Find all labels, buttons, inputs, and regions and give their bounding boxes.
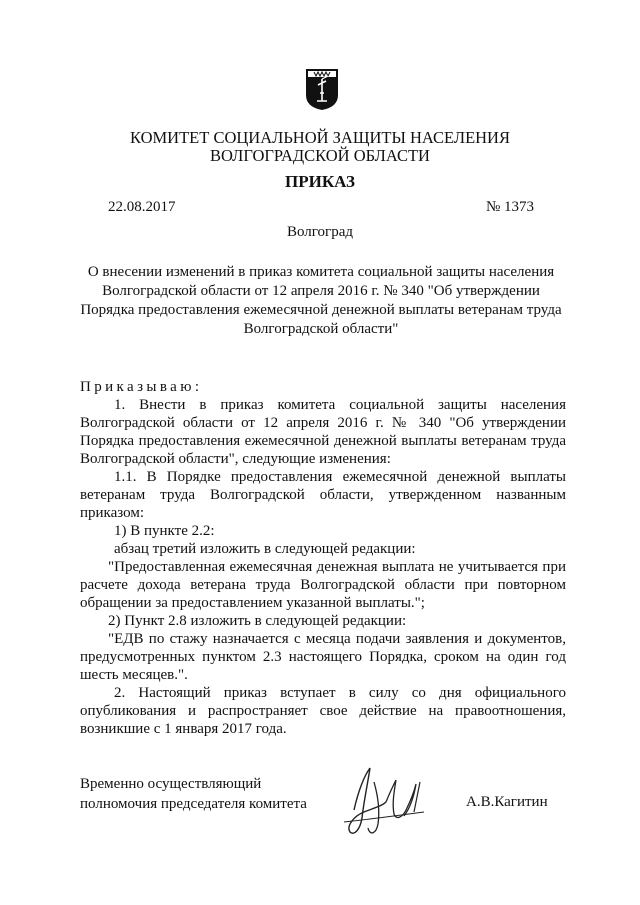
document-number: № 1373	[486, 199, 535, 215]
quote-2-line: предусмотренных пунктом 2.3 настоящего Порядка, сроком на один год	[80, 649, 566, 665]
volgograd-emblem-icon	[304, 67, 340, 111]
signer-position-line: полномочия председателя комитета	[80, 796, 307, 812]
organization-name-line2: ВОЛГОГРАДСКОЙ ОБЛАСТИ	[210, 146, 430, 165]
quote-1-line: расчете дохода ветерана труда Волгоградской области при повторном	[80, 577, 566, 593]
heading-line: Волгоградской области"	[243, 321, 399, 337]
document-title: ПРИКАЗ	[285, 172, 355, 191]
heading-line: Порядка предоставления ежемесячной денежной выплаты ветеранам труда	[80, 302, 562, 318]
quote-1-line: обращении за предоставлением указанной выплаты.";	[80, 595, 425, 611]
signer-position	[80, 774, 307, 814]
signer-position-line: Временно осуществляющий	[80, 776, 262, 792]
item-1: 1) В пункте 2.2:	[114, 523, 215, 539]
paragraph-1-line: 1. Внести в приказ комитета социальной защиты населения	[114, 397, 566, 413]
heading-line: Волгоградской области от 12 апреля 2016 г. № 340 "Об утверждении	[102, 283, 540, 299]
prikazyvayu-label: Приказываю:	[80, 379, 203, 395]
abzac-line: абзац третий изложить в следующей редакции:	[114, 541, 416, 557]
document-body	[80, 378, 566, 738]
document-heading	[78, 263, 564, 339]
heading-line: О внесении изменений в приказ комитета социальной защиты населения	[87, 264, 555, 280]
organization-name-line1: КОМИТЕТ СОЦИАЛЬНОЙ ЗАЩИТЫ НАСЕЛЕНИЯ	[130, 128, 510, 147]
paragraph-2-line: возникшие с 1 января 2017 года.	[80, 721, 287, 737]
document-city: Волгоград	[286, 224, 353, 240]
paragraph-1-1-line: ветеранам труда Волгоградской области, утвержденном названным	[80, 487, 566, 503]
quote-2-line: "ЕДВ по стажу назначается с месяца подачи заявления и документов,	[108, 631, 566, 647]
quote-1-line: "Предоставленная ежемесячная денежная выплата не учитывается при	[108, 559, 566, 575]
quote-2-line: шесть месяцев.".	[80, 667, 188, 683]
paragraph-1-line: Волгоградской области", следующие изменения:	[80, 451, 391, 467]
paragraph-1-line: Порядка предоставления ежемесячной денежной выплаты ветеранам труда	[80, 433, 566, 449]
paragraph-1-1-line: 1.1. В Порядке предоставления ежемесячной денежной выплаты	[114, 469, 566, 485]
paragraph-1-1-line: приказом:	[80, 505, 144, 521]
paragraph-1-line: Волгоградской области от 12 апреля 2016 г. № 340 "Об утверждении	[80, 415, 566, 431]
document-date: 22.08.2017	[108, 199, 176, 215]
paragraph-2-line: 2. Настоящий приказ вступает в силу со дня официального	[114, 685, 566, 701]
paragraph-2-line: опубликования и распространяет свое действие на правоотношения,	[80, 703, 566, 719]
handwritten-signature	[324, 762, 444, 842]
item-2: 2) Пункт 2.8 изложить в следующей редакции:	[108, 613, 407, 629]
signer-name: А.В.Кагитин	[466, 794, 548, 810]
